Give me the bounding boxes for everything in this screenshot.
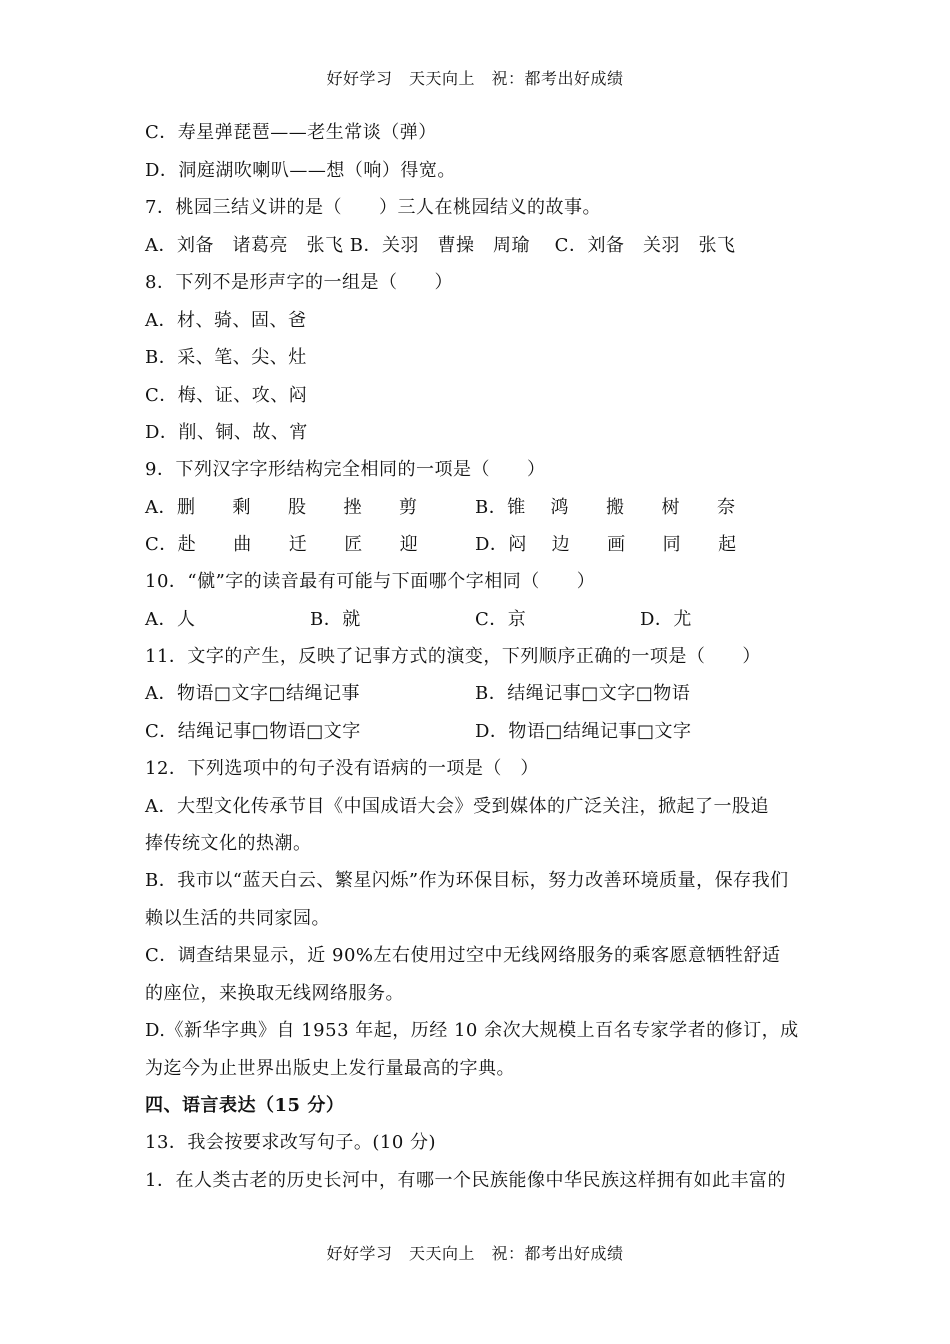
question-9: 9．下列汉字字形结构完全相同的一项是（ ） (145, 459, 546, 480)
question-10-option-a: A．人 (145, 609, 196, 630)
question-8-option-c: C．梅、证、攻、闷 (145, 385, 308, 406)
question-12-option-a-line-1: A．大型文化传承节目《中国成语大会》受到媒体的广泛关注，掀起了一股追 (145, 796, 769, 817)
question-12-option-b-line-2: 赖以生活的共同家园。 (145, 908, 330, 929)
question-10: 10．“僦”字的读音最有可能与下面哪个字相同（ ） (145, 571, 596, 592)
option-d-idiom: D．洞庭湖吹喇叭——想（响）得宽。 (145, 160, 456, 181)
option-c-idiom: C．寿星弹琵琶——老生常谈（弹） (145, 122, 437, 143)
page-header: 好好学习 天天向上 祝：都考出好成绩 (326, 69, 624, 88)
section-4-heading: 四、语言表达（15 分） (145, 1095, 345, 1116)
question-12-option-d-line-1: D.《新华字典》自 1953 年起，历经 10 余次大规模上百名专家学者的修订，成 (145, 1020, 799, 1041)
question-12-option-c-line-1: C．调查结果显示，近 90%左右使用过空中无线网络服务的乘客愿意牺牲舒适 (145, 945, 781, 966)
question-11-option-b: B．结绳记事□文字□物语 (475, 683, 691, 704)
question-11: 11．文字的产生，反映了记事方式的演变，下列顺序正确的一项是（ ） (145, 646, 761, 667)
question-9-option-a: A．删 剩 股 挫 剪 (145, 497, 418, 518)
question-8-option-d: D．削、铜、故、宵 (145, 422, 308, 443)
question-7-options: A．刘备 诸葛亮 张飞 B．关羽 曹操 周瑜 C．刘备 关羽 张飞 (145, 235, 736, 256)
question-7: 7．桃园三结义讲的是（ ）三人在桃园结义的故事。 (145, 197, 601, 218)
question-9-option-c: C．赴 曲 迁 匠 迎 (145, 534, 419, 555)
page-footer: 好好学习 天天向上 祝：都考出好成绩 (326, 1244, 624, 1263)
question-12-option-b-line-1: B．我市以“蓝天白云、繁星闪烁”作为环保目标，努力改善环境质量，保存我们 (145, 870, 789, 891)
question-11-option-d: D．物语□结绳记事□文字 (475, 721, 692, 742)
question-10-option-d: D．尤 (640, 609, 692, 630)
question-12: 12．下列选项中的句子没有语病的一项是（ ） (145, 758, 539, 779)
question-11-option-a: A．物语□文字□结绳记事 (145, 683, 361, 704)
question-12-option-d-line-2: 为迄今为止世界出版史上发行量最高的字典。 (145, 1058, 515, 1079)
question-12-option-a-line-2: 捧传统文化的热潮。 (145, 833, 312, 854)
question-9-option-b: B．锥 鸿 搬 树 奈 (475, 497, 736, 518)
question-13-item-1: 1．在人类古老的历史长河中，有哪一个民族能像中华民族这样拥有如此丰富的 (145, 1170, 786, 1191)
question-8-option-a: A．材、骑、固、爸 (145, 310, 307, 331)
question-12-option-c-line-2: 的座位，来换取无线网络服务。 (145, 983, 404, 1004)
question-13: 13．我会按要求改写句子。(10 分) (145, 1132, 437, 1153)
question-9-option-d: D．闷 边 画 同 起 (475, 534, 737, 555)
question-8-option-b: B．采、笔、尖、灶 (145, 347, 307, 368)
question-10-option-b: B．就 (310, 609, 361, 630)
question-11-option-c: C．结绳记事□物语□文字 (145, 721, 361, 742)
question-8: 8．下列不是形声字的一组是（ ） (145, 272, 453, 293)
question-10-option-c: C．京 (475, 609, 527, 630)
